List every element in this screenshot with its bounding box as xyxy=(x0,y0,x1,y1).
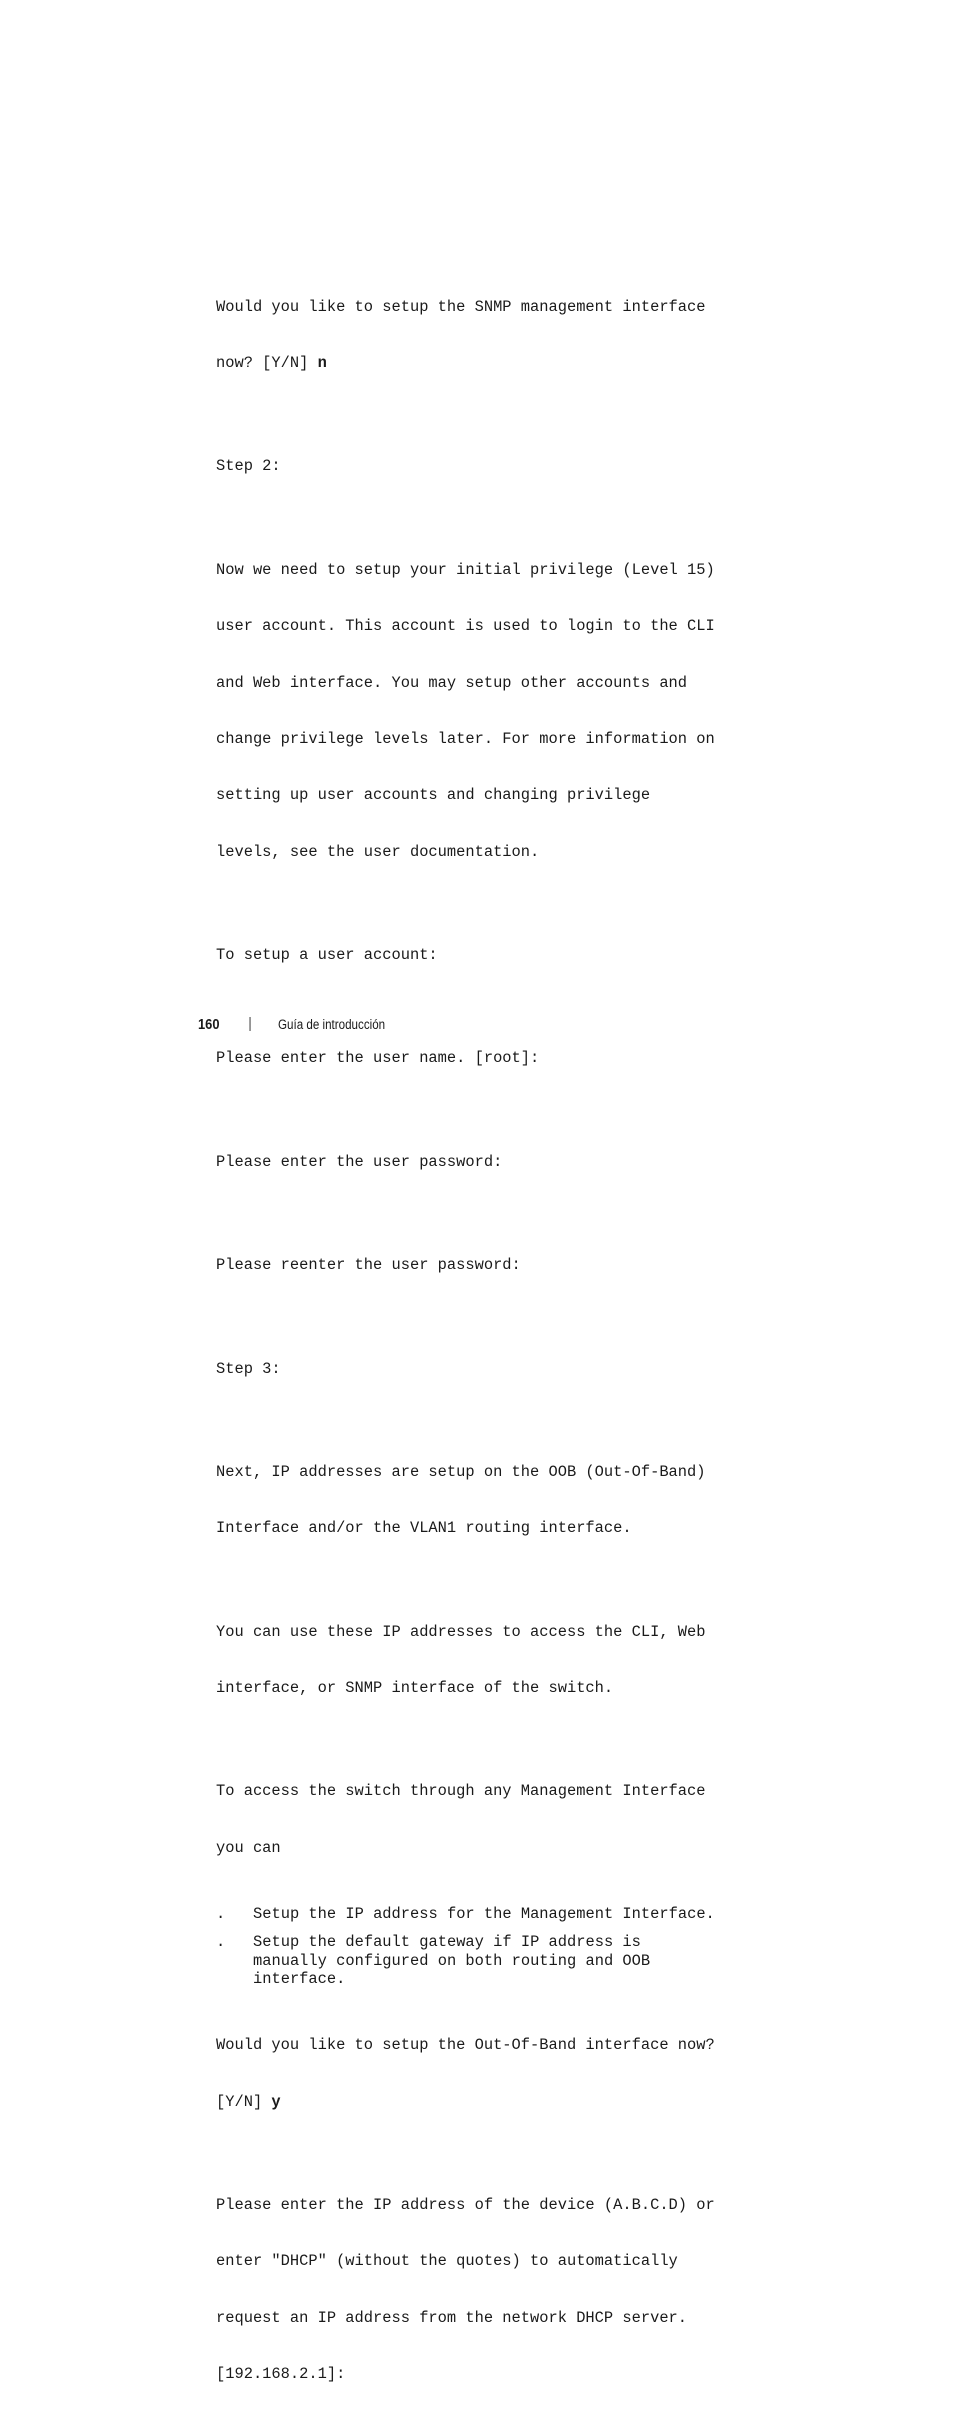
text-line: To access the switch through any Management Interface xyxy=(216,1782,706,1801)
paragraph-privilege-account xyxy=(216,523,736,899)
document-body xyxy=(216,260,736,2431)
text-line: interface. xyxy=(253,1970,346,1989)
footer-title: Guía de introducción xyxy=(277,1016,386,1032)
bullet-text xyxy=(253,1933,650,1989)
text-line xyxy=(216,354,736,373)
bullet-marker: . xyxy=(216,1904,226,1923)
paragraph-step-2 xyxy=(216,420,736,514)
text-segment: now? [Y/N] xyxy=(216,353,318,372)
text-line: You can use these IP addresses to access the CLI, Web xyxy=(216,1622,706,1641)
answer-text: n xyxy=(317,353,327,372)
bullet-item xyxy=(216,1933,736,1989)
paragraph-setup-user xyxy=(216,908,736,1002)
text-line: Step 2: xyxy=(216,457,281,476)
text-line: Please enter the IP address of the device (A.B.C.D) or xyxy=(216,2195,715,2214)
text-line: Step 3: xyxy=(216,1359,281,1378)
text-line: Please reenter the user password: xyxy=(216,1256,521,1275)
text-line: levels, see the user documentation. xyxy=(216,842,540,861)
bullet-marker: . xyxy=(216,1932,226,1951)
text-line xyxy=(216,2093,736,2112)
paragraph-ip-setup xyxy=(216,1425,736,1575)
text-line: Setup the IP address for the Management Interface. xyxy=(253,1904,715,1923)
text-line: change privilege levels later. For more information on xyxy=(216,729,715,748)
paragraph-step-3 xyxy=(216,1322,736,1416)
text-line: Interface and/or the VLAN1 routing interface. xyxy=(216,1519,632,1538)
text-line: Please enter the user password: xyxy=(216,1152,503,1171)
bullet-item xyxy=(216,1905,736,1924)
paragraph-user-password xyxy=(216,1115,736,1209)
text-line: request an IP address from the network DHCP server. xyxy=(216,2308,688,2327)
paragraph-ip-usage xyxy=(216,1585,736,1735)
text-line: Please enter the user name. [root]: xyxy=(216,1049,540,1068)
text-line: [192.168.2.1]: xyxy=(216,2365,346,2384)
footer-divider xyxy=(250,1017,251,1031)
text-line: user account. This account is used to login to the CLI xyxy=(216,617,715,636)
text-line: Next, IP addresses are setup on the OOB (Out-Of-Band) xyxy=(216,1462,706,1481)
bullet-text xyxy=(253,1905,715,1924)
text-line: Setup the default gateway if IP address is xyxy=(253,1932,641,1951)
text-line: you can xyxy=(216,1838,281,1857)
text-segment: [Y/N] xyxy=(216,2092,272,2111)
paragraph-snmp-prompt xyxy=(216,260,736,410)
text-line: Now we need to setup your initial privilege (Level 15) xyxy=(216,560,715,579)
paragraph-oob-prompt xyxy=(216,1999,736,2149)
paragraph-access-switch xyxy=(216,1745,736,1895)
text-line: Would you like to setup the Out-Of-Band interface now? xyxy=(216,2036,715,2055)
text-line: To setup a user account: xyxy=(216,946,438,965)
answer-text: y xyxy=(271,2092,281,2111)
text-line: setting up user accounts and changing privilege xyxy=(216,786,651,805)
paragraph-ip-prompt xyxy=(216,2158,736,2421)
page-number: 160 xyxy=(198,1015,220,1033)
text-line: Would you like to setup the SNMP management interface xyxy=(216,297,706,316)
paragraph-reenter-password xyxy=(216,1219,736,1313)
text-line: and Web interface. You may setup other accounts and xyxy=(216,673,688,692)
page-footer xyxy=(198,1014,385,1034)
text-line: manually configured on both routing and OOB xyxy=(253,1951,651,1970)
text-line: enter "DHCP" (without the quotes) to automatically xyxy=(216,2252,678,2271)
text-line: interface, or SNMP interface of the switch. xyxy=(216,1679,614,1698)
